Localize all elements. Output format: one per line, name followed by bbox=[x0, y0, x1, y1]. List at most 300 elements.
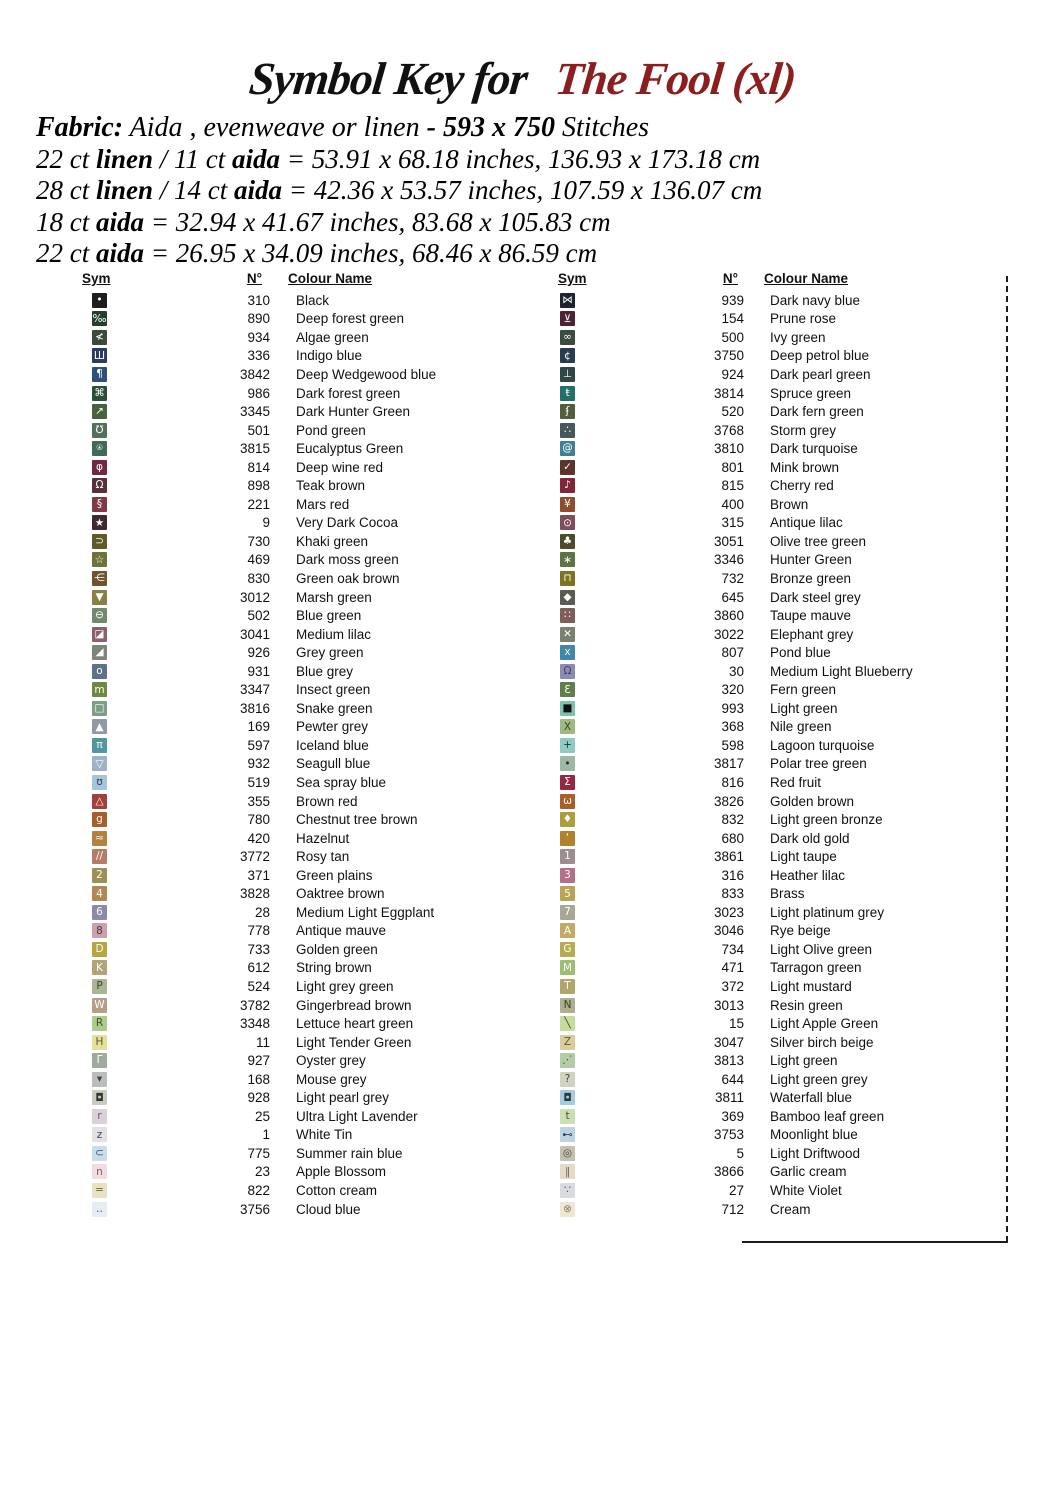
symbol-cell bbox=[548, 460, 594, 475]
thread-number: 3347 bbox=[239, 682, 270, 698]
fabric-text-segment: aida bbox=[96, 238, 145, 268]
symbol-swatch: ◪ bbox=[92, 627, 107, 642]
symbol-swatch: n bbox=[92, 1164, 107, 1179]
colour-name: Olive tree green bbox=[770, 533, 867, 549]
colour-name: Medium Light Blueberry bbox=[770, 663, 913, 679]
thread-number: 15 bbox=[728, 1016, 744, 1032]
thread-number: 3051 bbox=[713, 533, 744, 549]
key-row bbox=[80, 384, 540, 403]
thread-number: 23 bbox=[254, 1164, 270, 1180]
symbol-cell bbox=[80, 1109, 126, 1124]
thread-number: 310 bbox=[247, 292, 270, 308]
key-row bbox=[548, 662, 1008, 681]
key-row bbox=[548, 476, 1008, 495]
colour-name: Chestnut tree brown bbox=[296, 812, 418, 828]
key-row bbox=[80, 885, 540, 904]
thread-number: 519 bbox=[247, 774, 270, 790]
thread-number: 471 bbox=[721, 960, 744, 976]
key-row bbox=[548, 1051, 1008, 1070]
symbol-cell bbox=[80, 478, 126, 493]
symbol-cell bbox=[548, 552, 594, 567]
thread-number: 801 bbox=[721, 459, 744, 475]
thread-number: 469 bbox=[247, 552, 270, 568]
thread-number: 986 bbox=[247, 385, 270, 401]
colour-name: Golden green bbox=[296, 941, 378, 957]
thread-number: 524 bbox=[247, 979, 270, 994]
symbol-cell bbox=[548, 348, 594, 363]
symbol-cell bbox=[80, 905, 126, 920]
symbol-cell bbox=[548, 812, 594, 827]
colour-name: Blue green bbox=[296, 608, 362, 624]
thread-number: 3826 bbox=[713, 793, 744, 809]
colour-name: Cloud blue bbox=[296, 1201, 361, 1217]
key-row bbox=[548, 1070, 1008, 1089]
colour-name: Sea spray blue bbox=[296, 774, 387, 790]
symbol-swatch: △ bbox=[92, 794, 107, 809]
symbol-swatch: 6 bbox=[92, 905, 107, 920]
symbol-cell bbox=[80, 386, 126, 401]
key-row bbox=[548, 606, 1008, 625]
symbol-swatch: M bbox=[560, 960, 575, 975]
colour-name: Grey green bbox=[296, 645, 364, 661]
header-number: N° bbox=[722, 271, 738, 286]
key-row bbox=[80, 1200, 540, 1219]
thread-number: 815 bbox=[721, 478, 744, 494]
thread-number: 221 bbox=[247, 496, 270, 512]
symbol-cell bbox=[548, 645, 594, 660]
thread-number: 822 bbox=[247, 1183, 270, 1199]
key-row bbox=[548, 1181, 1008, 1200]
fabric-text-segment: / 11 ct bbox=[153, 143, 233, 174]
thread-number: 3782 bbox=[239, 997, 270, 1013]
key-row bbox=[548, 1033, 1008, 1052]
key-row bbox=[548, 922, 1008, 941]
symbol-swatch: ◆ bbox=[560, 590, 575, 605]
key-row bbox=[548, 755, 1008, 774]
symbol-cell bbox=[80, 1090, 126, 1105]
thread-number: 9 bbox=[262, 515, 270, 531]
symbol-cell bbox=[80, 1164, 126, 1179]
colour-name: Dark pearl green bbox=[770, 366, 871, 382]
key-row bbox=[548, 1126, 1008, 1145]
key-row bbox=[548, 365, 1008, 384]
thread-number: 520 bbox=[721, 404, 744, 420]
key-row bbox=[80, 1033, 540, 1052]
thread-number: 3828 bbox=[239, 886, 270, 902]
key-row bbox=[548, 421, 1008, 440]
thread-number: 3046 bbox=[713, 923, 744, 939]
thread-number: 680 bbox=[721, 830, 744, 846]
symbol-cell bbox=[80, 775, 126, 790]
thread-number: 924 bbox=[721, 366, 744, 382]
thread-number: 939 bbox=[721, 292, 744, 308]
key-row bbox=[80, 755, 540, 774]
thread-number: 368 bbox=[721, 719, 744, 735]
key-row bbox=[548, 829, 1008, 848]
colour-name: Mars red bbox=[296, 496, 350, 512]
symbol-cell bbox=[548, 1072, 594, 1087]
symbol-swatch: ‥ bbox=[92, 1202, 107, 1217]
symbol-swatch: = bbox=[92, 1183, 107, 1198]
colour-name: Deep Wedgewood blue bbox=[296, 366, 437, 382]
key-row bbox=[80, 699, 540, 718]
thread-number: 597 bbox=[247, 737, 270, 753]
symbol-swatch: ◘ bbox=[92, 1090, 107, 1105]
symbol-swatch: ∴ bbox=[560, 423, 575, 438]
symbol-cell bbox=[80, 1183, 126, 1198]
symbol-cell bbox=[548, 738, 594, 753]
symbol-swatch: ⌘ bbox=[92, 386, 107, 401]
colour-name: Hunter Green bbox=[770, 552, 852, 568]
symbol-swatch: Ω bbox=[92, 478, 107, 493]
symbol-cell bbox=[548, 1035, 594, 1050]
thread-number: 3816 bbox=[239, 700, 270, 716]
symbol-swatch: ♦ bbox=[560, 812, 575, 827]
colour-name: Light Apple Green bbox=[770, 1016, 879, 1032]
symbol-cell bbox=[80, 664, 126, 679]
colour-name: Dark fern green bbox=[770, 404, 864, 420]
colour-name: Ivy green bbox=[770, 329, 826, 345]
thread-number: 371 bbox=[247, 867, 270, 883]
symbol-swatch: 3 bbox=[560, 868, 575, 883]
thread-number: 500 bbox=[721, 329, 744, 345]
fabric-text-segment: 18 ct bbox=[36, 206, 96, 237]
colour-name: Algae green bbox=[296, 329, 369, 345]
symbol-cell bbox=[548, 1127, 594, 1142]
symbol-swatch: ω bbox=[560, 794, 575, 809]
key-row bbox=[548, 328, 1008, 347]
fabric-text-segment: linen bbox=[96, 143, 154, 174]
symbol-swatch: ↗ bbox=[92, 404, 107, 419]
key-row bbox=[548, 699, 1008, 718]
symbol-cell bbox=[80, 367, 126, 382]
key-row bbox=[548, 514, 1008, 533]
symbol-swatch: ▲ bbox=[92, 719, 107, 734]
symbol-cell bbox=[548, 794, 594, 809]
fabric-line bbox=[36, 175, 762, 207]
thread-number: 168 bbox=[247, 1071, 270, 1087]
colour-name: Garlic cream bbox=[770, 1164, 847, 1180]
key-row bbox=[548, 996, 1008, 1015]
symbol-swatch: ▽ bbox=[92, 756, 107, 771]
key-row bbox=[80, 458, 540, 477]
symbol-swatch: ╲ bbox=[560, 1016, 575, 1031]
symbol-cell bbox=[548, 998, 594, 1013]
thread-number: 336 bbox=[247, 348, 270, 364]
symbol-swatch: z bbox=[92, 1127, 107, 1142]
symbol-cell bbox=[80, 552, 126, 567]
symbol-cell bbox=[80, 812, 126, 827]
symbol-cell bbox=[80, 293, 126, 308]
symbol-swatch: π bbox=[92, 738, 107, 753]
thread-number: 734 bbox=[721, 941, 744, 957]
key-row bbox=[80, 1051, 540, 1070]
thread-number: 27 bbox=[728, 1183, 744, 1199]
key-row bbox=[80, 718, 540, 737]
fabric-text-segment: aida bbox=[96, 206, 145, 237]
key-row bbox=[80, 310, 540, 329]
key-row bbox=[80, 996, 540, 1015]
colour-name: Light grey green bbox=[296, 979, 394, 994]
symbol-cell bbox=[80, 534, 126, 549]
key-row bbox=[80, 328, 540, 347]
thread-number: 28 bbox=[254, 904, 270, 920]
symbol-swatch: ♪ bbox=[560, 478, 575, 493]
colour-name: Pond green bbox=[296, 422, 366, 438]
key-row bbox=[548, 551, 1008, 570]
colour-name: Seagull blue bbox=[296, 756, 371, 772]
symbol-swatch: ☆ bbox=[92, 552, 107, 567]
thread-number: 3811 bbox=[714, 1090, 744, 1106]
key-row bbox=[80, 736, 540, 755]
colour-name: Rosy tan bbox=[296, 849, 350, 865]
thread-number: 400 bbox=[721, 496, 744, 512]
thread-number: 712 bbox=[721, 1201, 744, 1217]
colour-name: Black bbox=[296, 292, 330, 308]
colour-name: Moonlight blue bbox=[770, 1127, 858, 1143]
thread-number: 931 bbox=[247, 663, 270, 679]
thread-number: 315 bbox=[721, 515, 744, 531]
colour-name: Elephant grey bbox=[770, 626, 854, 642]
key-row bbox=[548, 847, 1008, 866]
fabric-text-segment: aida bbox=[234, 175, 283, 205]
symbol-cell bbox=[548, 1202, 594, 1217]
key-row bbox=[80, 421, 540, 440]
thread-number: 3047 bbox=[713, 1034, 744, 1050]
symbol-swatch: ⊃ bbox=[92, 534, 107, 549]
colour-name: Dark steel grey bbox=[770, 589, 861, 605]
symbol-swatch: ◘ bbox=[560, 1090, 575, 1105]
symbol-cell bbox=[80, 794, 126, 809]
colour-name: Brown red bbox=[296, 793, 358, 809]
key-row bbox=[548, 736, 1008, 755]
key-column-left bbox=[80, 271, 540, 1218]
thread-number: 3013 bbox=[713, 997, 744, 1013]
symbol-cell bbox=[80, 497, 126, 512]
colour-name: Light green grey bbox=[770, 1071, 868, 1087]
key-row bbox=[80, 476, 540, 495]
symbol-swatch: W bbox=[92, 998, 107, 1013]
key-row bbox=[80, 680, 540, 699]
symbol-cell bbox=[80, 682, 126, 697]
colour-name: Ultra Light Lavender bbox=[296, 1108, 418, 1124]
symbol-cell bbox=[80, 441, 126, 456]
symbol-swatch: ʊ bbox=[92, 775, 107, 790]
fabric-text-segment: = 42.36 x 53.57 inches, 107.59 x 136.07 cm bbox=[282, 175, 763, 205]
key-row bbox=[80, 959, 540, 978]
colour-name: Dark forest green bbox=[296, 385, 401, 401]
symbol-swatch: ⊻ bbox=[560, 311, 575, 326]
colour-name: White Tin bbox=[296, 1127, 353, 1143]
colour-name: Antique mauve bbox=[296, 923, 387, 939]
symbol-swatch: ¶ bbox=[92, 367, 107, 382]
colour-name: String brown bbox=[296, 960, 372, 976]
symbol-swatch: ʄ bbox=[560, 404, 575, 419]
symbol-swatch: o bbox=[92, 664, 107, 679]
colour-name: Green plains bbox=[296, 867, 373, 883]
colour-name: Mouse grey bbox=[296, 1071, 367, 1087]
symbol-swatch: 4 bbox=[92, 886, 107, 901]
fabric-text-segment: = 53.91 x 68.18 inches, 136.93 x 173.18 cm bbox=[280, 143, 761, 174]
fabric-text-segment: aida bbox=[232, 143, 281, 174]
symbol-swatch: m bbox=[92, 682, 107, 697]
thread-number: 3772 bbox=[239, 849, 270, 865]
symbol-swatch: ⍟ bbox=[92, 441, 107, 456]
title-main: Symbol Key for bbox=[246, 53, 530, 104]
colour-name: Cherry red bbox=[770, 478, 834, 494]
symbol-swatch: ≮ bbox=[92, 330, 107, 345]
colour-name: Eucalyptus Green bbox=[296, 441, 404, 457]
colour-name: Lagoon turquoise bbox=[770, 737, 875, 753]
symbol-swatch: D bbox=[92, 942, 107, 957]
symbol-swatch: ŧ bbox=[560, 386, 575, 401]
key-row bbox=[548, 291, 1008, 310]
header-sym: Sym bbox=[82, 271, 111, 286]
colour-name: Polar tree green bbox=[770, 756, 867, 772]
key-row bbox=[80, 291, 540, 310]
symbol-cell bbox=[548, 886, 594, 901]
fabric-info bbox=[36, 112, 762, 270]
thread-number: 316 bbox=[721, 867, 744, 883]
symbol-swatch: ≈ bbox=[92, 831, 107, 846]
symbol-cell bbox=[548, 682, 594, 697]
key-row bbox=[80, 643, 540, 662]
thread-number: 502 bbox=[247, 608, 270, 624]
key-row bbox=[80, 977, 540, 996]
colour-name: Light Tender Green bbox=[296, 1034, 412, 1050]
symbol-cell bbox=[548, 608, 594, 623]
key-row bbox=[548, 1107, 1008, 1126]
key-row bbox=[548, 532, 1008, 551]
colour-name: Dark turquoise bbox=[770, 441, 858, 457]
key-row bbox=[80, 1014, 540, 1033]
thread-number: 890 bbox=[247, 311, 270, 327]
symbol-cell bbox=[548, 923, 594, 938]
key-row bbox=[80, 940, 540, 959]
symbol-cell bbox=[548, 960, 594, 975]
colour-name: Deep forest green bbox=[296, 311, 405, 327]
symbol-swatch: H bbox=[92, 1035, 107, 1050]
colour-name: Mink brown bbox=[770, 459, 840, 475]
thread-number: 3860 bbox=[713, 608, 744, 624]
key-row bbox=[80, 1107, 540, 1126]
thread-number: 644 bbox=[721, 1071, 744, 1087]
key-row bbox=[548, 439, 1008, 458]
symbol-cell bbox=[548, 1090, 594, 1105]
symbol-swatch: 7 bbox=[560, 905, 575, 920]
symbol-cell bbox=[548, 330, 594, 345]
symbol-cell bbox=[80, 1053, 126, 1068]
key-row bbox=[80, 1181, 540, 1200]
symbol-swatch: Z bbox=[560, 1035, 575, 1050]
thread-number: 833 bbox=[721, 886, 744, 902]
symbol-cell bbox=[80, 645, 126, 660]
key-row bbox=[80, 606, 540, 625]
key-row bbox=[548, 347, 1008, 366]
symbol-cell bbox=[80, 460, 126, 475]
colour-name: Green oak brown bbox=[296, 570, 400, 586]
symbol-cell bbox=[80, 738, 126, 753]
symbol-cell bbox=[548, 571, 594, 586]
key-row bbox=[80, 1089, 540, 1108]
fabric-text-segment: 22 ct bbox=[36, 143, 96, 174]
symbol-swatch: § bbox=[92, 497, 107, 512]
colour-name: Dark Hunter Green bbox=[296, 404, 411, 420]
symbol-cell bbox=[548, 590, 594, 605]
symbol-swatch: ▼ bbox=[92, 590, 107, 605]
symbol-swatch: ‰ bbox=[92, 312, 107, 325]
key-row bbox=[548, 680, 1008, 699]
colour-name: Cream bbox=[770, 1201, 811, 1217]
thread-number: 645 bbox=[721, 589, 744, 605]
colour-name: White Violet bbox=[770, 1183, 842, 1199]
thread-number: 3750 bbox=[713, 348, 744, 364]
thread-number: 3866 bbox=[713, 1164, 744, 1180]
symbol-swatch: ¥ bbox=[560, 497, 575, 512]
symbol-swatch: ⋈ bbox=[560, 293, 575, 308]
symbol-swatch: φ bbox=[92, 460, 107, 475]
colour-name: Summer rain blue bbox=[296, 1145, 403, 1161]
key-row bbox=[548, 625, 1008, 644]
colour-name: Tarragon green bbox=[770, 960, 862, 976]
key-row bbox=[80, 1126, 540, 1145]
symbol-cell bbox=[80, 756, 126, 771]
symbol-cell bbox=[80, 423, 126, 438]
symbol-swatch: K bbox=[92, 960, 107, 975]
colour-name: Pond blue bbox=[770, 645, 831, 661]
key-row bbox=[80, 1144, 540, 1163]
colour-name: Snake green bbox=[296, 700, 373, 716]
colour-name: Blue grey bbox=[296, 663, 354, 679]
symbol-swatch: ℧ bbox=[92, 423, 107, 438]
colour-name: Red fruit bbox=[770, 774, 822, 790]
thread-number: 732 bbox=[721, 570, 744, 586]
symbol-swatch: Ш bbox=[93, 349, 106, 362]
symbol-swatch: 8 bbox=[92, 923, 107, 938]
thread-number: 3861 bbox=[713, 849, 744, 865]
symbol-swatch: ⋲ bbox=[92, 571, 107, 586]
symbol-swatch: ■ bbox=[560, 701, 575, 716]
symbol-cell bbox=[80, 868, 126, 883]
title-subject: The Fool (xl) bbox=[552, 53, 799, 104]
symbol-cell bbox=[548, 942, 594, 957]
symbol-cell bbox=[548, 905, 594, 920]
symbol-swatch: + bbox=[560, 738, 575, 753]
key-row bbox=[80, 866, 540, 885]
symbol-cell bbox=[80, 1035, 126, 1050]
thread-number: 169 bbox=[247, 719, 270, 735]
thread-number: 3022 bbox=[713, 626, 744, 642]
colour-name: Light Olive green bbox=[770, 941, 873, 957]
symbol-swatch: ✕ bbox=[560, 627, 575, 642]
colour-name: Oyster grey bbox=[296, 1053, 366, 1069]
symbol-cell bbox=[80, 311, 126, 326]
symbol-swatch: @ bbox=[560, 441, 575, 456]
symbol-cell bbox=[80, 608, 126, 623]
colour-name: Brass bbox=[770, 886, 805, 902]
symbol-swatch: ★ bbox=[92, 515, 107, 530]
colour-name: Light taupe bbox=[770, 849, 837, 865]
thread-number: 926 bbox=[247, 645, 270, 661]
symbol-cell bbox=[80, 515, 126, 530]
fabric-text-segment: = 32.94 x 41.67 inches, 83.68 x 105.83 cm bbox=[144, 206, 611, 237]
symbol-swatch: ? bbox=[560, 1072, 575, 1087]
symbol-swatch: ♣ bbox=[560, 534, 575, 549]
symbol-swatch: ∵ bbox=[560, 1183, 575, 1198]
symbol-cell bbox=[80, 330, 126, 345]
thread-number: 3346 bbox=[713, 552, 744, 568]
thread-number: 814 bbox=[247, 459, 270, 475]
